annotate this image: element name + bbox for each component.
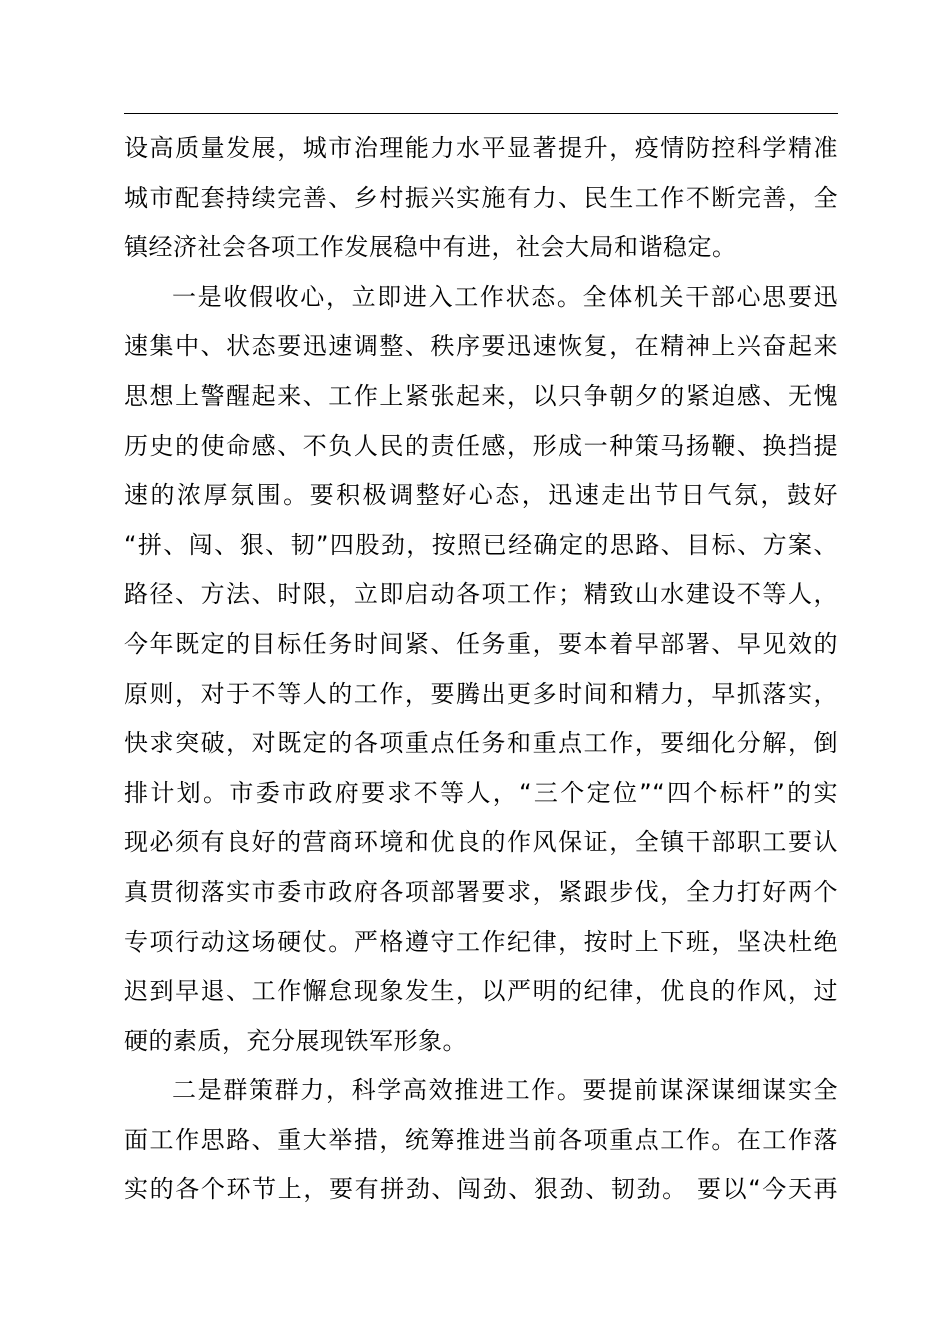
text-line: 设高质量发展，城市治理能力水平显著提升，疫情防控科学精准 xyxy=(124,134,838,162)
text-line: 镇经济社会各项工作发展稳中有进，社会大局和谐稳定。 xyxy=(124,233,737,262)
text-line: 路径、方法、时限，立即启动各项工作；精致山水建设不等人， xyxy=(124,580,838,609)
text-line: 迟到早退、工作懈怠现象发生，以严明的纪律，优良的作风，过 xyxy=(124,977,838,1006)
text-line: 面工作思路、重大举措，统筹推进当前各项重点工作。在工作落 xyxy=(124,1125,838,1154)
text-line: 今年既定的目标任务时间紧、任务重，要本着早部署、早见效的 xyxy=(124,629,838,658)
text-line: 实的各个环节上，要有拼劲、闯劲、狠劲、韧劲。 要以“今天再 xyxy=(124,1175,838,1204)
text-line: 原则，对于不等人的工作，要腾出更多时间和精力，早抓落实， xyxy=(124,679,838,708)
paragraph-first-point xyxy=(124,273,838,1067)
paragraph-continued xyxy=(124,124,838,273)
text-line: 一是收假收心，立即进入工作状态。全体机关干部心思要迅 xyxy=(172,282,838,311)
text-line: 快求突破，对既定的各项重点任务和重点工作，要细化分解，倒 xyxy=(124,729,838,758)
header-rule xyxy=(124,113,838,114)
text-line: 历史的使命感、不负人民的责任感，形成一种策马扬鞭、换挡提 xyxy=(124,431,838,460)
text-line: 排计划。市委市政府要求不等人，“三个定位”“四个标杆”的实 xyxy=(124,778,838,807)
text-line: 思想上警醒起来、工作上紧张起来，以只争朝夕的紧迫感、无愧 xyxy=(124,381,838,410)
text-line: 二是群策群力，科学高效推进工作。要提前谋深谋细谋实全 xyxy=(172,1076,838,1105)
text-line: 速的浓厚氛围。要积极调整好心态，迅速走出节日气氛，鼓好 xyxy=(124,481,838,510)
document-body xyxy=(124,124,838,1215)
text-line: 速集中、状态要迅速调整、秩序要迅速恢复，在精神上兴奋起来 xyxy=(124,332,838,361)
paragraph-second-point xyxy=(124,1066,838,1215)
text-line: 城市配套持续完善、乡村振兴实施有力、民生工作不断完善，全 xyxy=(124,183,838,212)
text-line: 硬的素质，充分展现铁军形象。 xyxy=(124,1026,467,1055)
text-line: 专项行动这场硬仗。严格遵守工作纪律，按时上下班，坚决杜绝 xyxy=(124,927,838,956)
text-line: 现必须有良好的营商环境和优良的作风保证，全镇干部职工要认 xyxy=(124,828,838,857)
text-line: “拼、闯、狠、韧”四股劲，按照已经确定的思路、目标、方案、 xyxy=(124,530,838,559)
text-line: 真贯彻落实市委市政府各项部署要求，紧跟步伐，全力打好两个 xyxy=(124,877,838,906)
